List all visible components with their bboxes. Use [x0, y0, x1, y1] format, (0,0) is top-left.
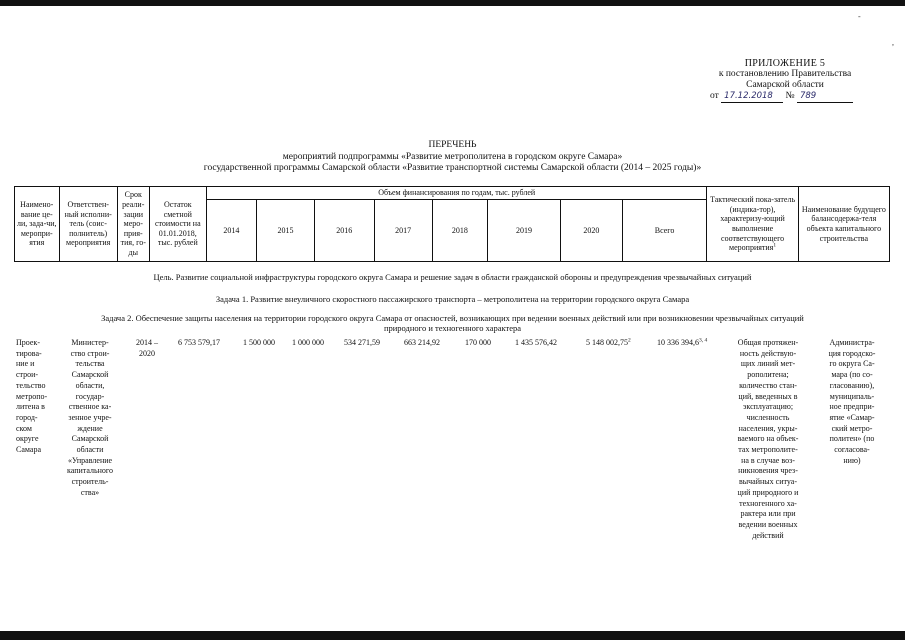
row-name-line: Проек-: [16, 338, 40, 347]
header-indicator: [707, 187, 798, 262]
year-header: 2020: [561, 200, 623, 262]
header-name: Наимено-вание це-ли, зада-чи, меропри-ятия: [15, 187, 60, 262]
row-indicator-line: никновения чрез-: [738, 466, 798, 476]
row-indicator-line: Общая протяжен-: [737, 338, 799, 347]
row-value-2017: 663 214,92: [404, 338, 440, 347]
row-indicator-line: вычайных ситуа-: [739, 477, 797, 487]
task-2-text: природного и техногенного характера: [383, 323, 522, 333]
row-name-line: ском: [16, 423, 32, 433]
task-2-text: Задача 2. Обеспечение защиты населения на территории городского округа Самара от опасностей, возникающих при ведении военных действий или при возникновении чрезвычайных ситуаций: [101, 313, 804, 323]
year-header: 2019: [487, 200, 560, 262]
row-indicator-line: на в случае воз-: [741, 455, 795, 465]
document-subtitle: мероприятий подпрограммы «Развитие метрополитена в городском округе Самара»: [282, 152, 623, 162]
document-subtitle: государственной программы Самарской области «Развитие транспортной системы Самарской области (2014 – 2025 годы)»: [203, 163, 702, 173]
row-executor-line: Министер-: [71, 338, 109, 347]
row-balance: 6 753 579,17: [178, 338, 220, 347]
row-value-2014: 1 500 000: [243, 338, 275, 347]
date-prefix: от: [710, 91, 719, 101]
row-object-line: Администра-: [829, 338, 875, 347]
row-executor-line: «Управление: [67, 455, 113, 465]
row-executor-line: тельства: [75, 359, 105, 369]
row-executor-cell: [58, 338, 122, 499]
total-header: Всего: [622, 200, 707, 262]
row-name-line: Самара: [16, 445, 41, 455]
appendix-block: [700, 58, 870, 103]
row-indicator-cell: [723, 338, 813, 541]
number-prefix: №: [785, 91, 795, 101]
year-header: 2018: [432, 200, 487, 262]
row-executor-line: ство строи-: [70, 348, 110, 358]
header-balance: Остаток сметной стоимости на 01.01.2018, тыс. рублей: [149, 187, 206, 262]
year-header: 2014: [206, 200, 256, 262]
row-value-total: [657, 338, 707, 349]
row-term-cell: [129, 338, 165, 359]
row-name-line: тирова-: [16, 348, 42, 358]
row-value-2015: 1 000 000: [292, 338, 324, 347]
row-indicator-line: эксплуатацию;: [742, 402, 794, 412]
row-object-line: гласованию),: [829, 380, 875, 390]
bottom-border: [0, 631, 905, 640]
row-executor-line: государ-: [75, 391, 105, 401]
row-name-line: тельство: [16, 380, 46, 390]
row-executor-line: ства»: [80, 487, 100, 497]
row-term-line: 2020: [139, 348, 155, 358]
top-border: [0, 0, 905, 6]
header-object: Наименование будущего балансодержа-теля объекта капитального строительства: [798, 187, 889, 262]
row-indicator-line: щих линий мет-: [740, 359, 796, 369]
row-object-line: ятие «Самар-: [829, 412, 875, 422]
row-name-line: метропо-: [16, 391, 48, 401]
handwritten-number: 789: [797, 91, 853, 103]
row-indicator-line: тах метрополите-: [738, 445, 798, 455]
row-executor-line: области,: [75, 380, 105, 390]
funding-table-header: [14, 186, 890, 262]
row-indicator-line: ваемого на объек-: [737, 434, 799, 444]
row-object-line: согласова-: [834, 445, 870, 455]
row-indicator-line: рактера или при: [740, 509, 796, 519]
row-indicator-line: ность действую-: [739, 348, 797, 358]
header-executor: Ответствен-ный исполни-тель (соис-полнитель) мероприятия: [59, 187, 117, 262]
year-header: 2016: [315, 200, 374, 262]
row-object-line: ное предпри-: [829, 402, 875, 412]
row-object-line: мара (по со-: [831, 370, 873, 380]
row-object-line: политен» (по: [829, 434, 875, 444]
row-name-line: литена в: [16, 402, 45, 412]
row-indicator-line: техногенного ха-: [739, 498, 797, 508]
row-name-line: округе: [16, 434, 39, 444]
scan-mark: -: [858, 12, 861, 21]
appendix-line: Самарской области: [746, 80, 824, 90]
row-indicator-line: населения, укры-: [738, 423, 798, 433]
footnote-ref: 3, 4: [699, 337, 708, 344]
row-indicator-line: рополитена;: [747, 370, 789, 380]
row-executor-line: капитального: [67, 466, 113, 476]
appendix-line: к постановлению Правительства: [718, 69, 852, 79]
row-indicator-line: действий: [752, 530, 784, 540]
row-indicator-line: ведении военных: [738, 519, 798, 529]
row-executor-line: строитель-: [71, 477, 109, 487]
row-executor-line: Самарской: [71, 434, 109, 444]
row-object-line: ский метро-: [831, 423, 873, 433]
row-indicator-line: ций, введенных в: [738, 391, 798, 401]
handwritten-date: 17.12.2018: [721, 91, 783, 103]
row-name-cell: [16, 338, 60, 456]
row-value-2016: 534 271,59: [344, 338, 380, 347]
row-name-line: город-: [16, 412, 38, 422]
year-header: 2017: [374, 200, 432, 262]
scan-mark: ,: [892, 38, 894, 47]
header-term: Срок реали-зации меро-прия-тия, го-ды: [117, 187, 149, 262]
row-object-line: муниципаль-: [829, 391, 875, 401]
footnote-ref: 2: [628, 337, 631, 344]
row-value-2018: 170 000: [465, 338, 491, 347]
row-indicator-line: ций природного и: [737, 487, 799, 497]
year-header: 2015: [256, 200, 314, 262]
footnote-ref: 1: [773, 242, 777, 249]
row-object-line: ция городско-: [828, 348, 876, 358]
row-executor-line: ственное ка-: [68, 402, 112, 412]
row-object-cell: [812, 338, 892, 466]
row-executor-line: Самарской: [71, 370, 109, 380]
row-executor-line: зенное учре-: [68, 412, 112, 422]
row-object-line: го округа Са-: [829, 359, 875, 369]
header-funding: Объем финансирования по годам, тыс. рублей: [206, 187, 707, 200]
row-indicator-line: численность: [746, 412, 790, 422]
header-indicator-text: Тактический пока-затель (индика-тор), характеризу-ющий выполнение соответствующего мероприятия: [710, 195, 796, 253]
row-object-line: нию): [843, 455, 861, 465]
row-indicator-line: количество стан-: [739, 380, 797, 390]
value-2020-text: 5 148 002,75: [586, 338, 628, 347]
row-term-line: 2014 –: [136, 338, 158, 347]
task-1-text: Задача 1. Развитие внеуличного скоростного пассажирского транспорта – метрополитена на территории городского округа Самара: [215, 294, 690, 304]
row-executor-line: области: [76, 445, 104, 455]
row-value-2019: 1 435 576,42: [515, 338, 557, 347]
document-heading: ПЕРЕЧЕНЬ: [428, 140, 477, 150]
row-name-line: строи-: [16, 370, 39, 380]
appendix-date-line: [700, 91, 870, 103]
appendix-title: ПРИЛОЖЕНИЕ 5: [744, 58, 826, 69]
row-name-line: ние и: [16, 359, 35, 369]
row-value-2020: [586, 338, 631, 349]
row-executor-line: ждение: [77, 423, 103, 433]
goal-text: Цель. Развитие социальной инфраструктуры городского округа Самара и решение задач в области гражданской обороны и предупреждения чрезвычайных ситуаций: [153, 272, 752, 282]
value-total-text: 10 336 394,6: [657, 338, 699, 347]
